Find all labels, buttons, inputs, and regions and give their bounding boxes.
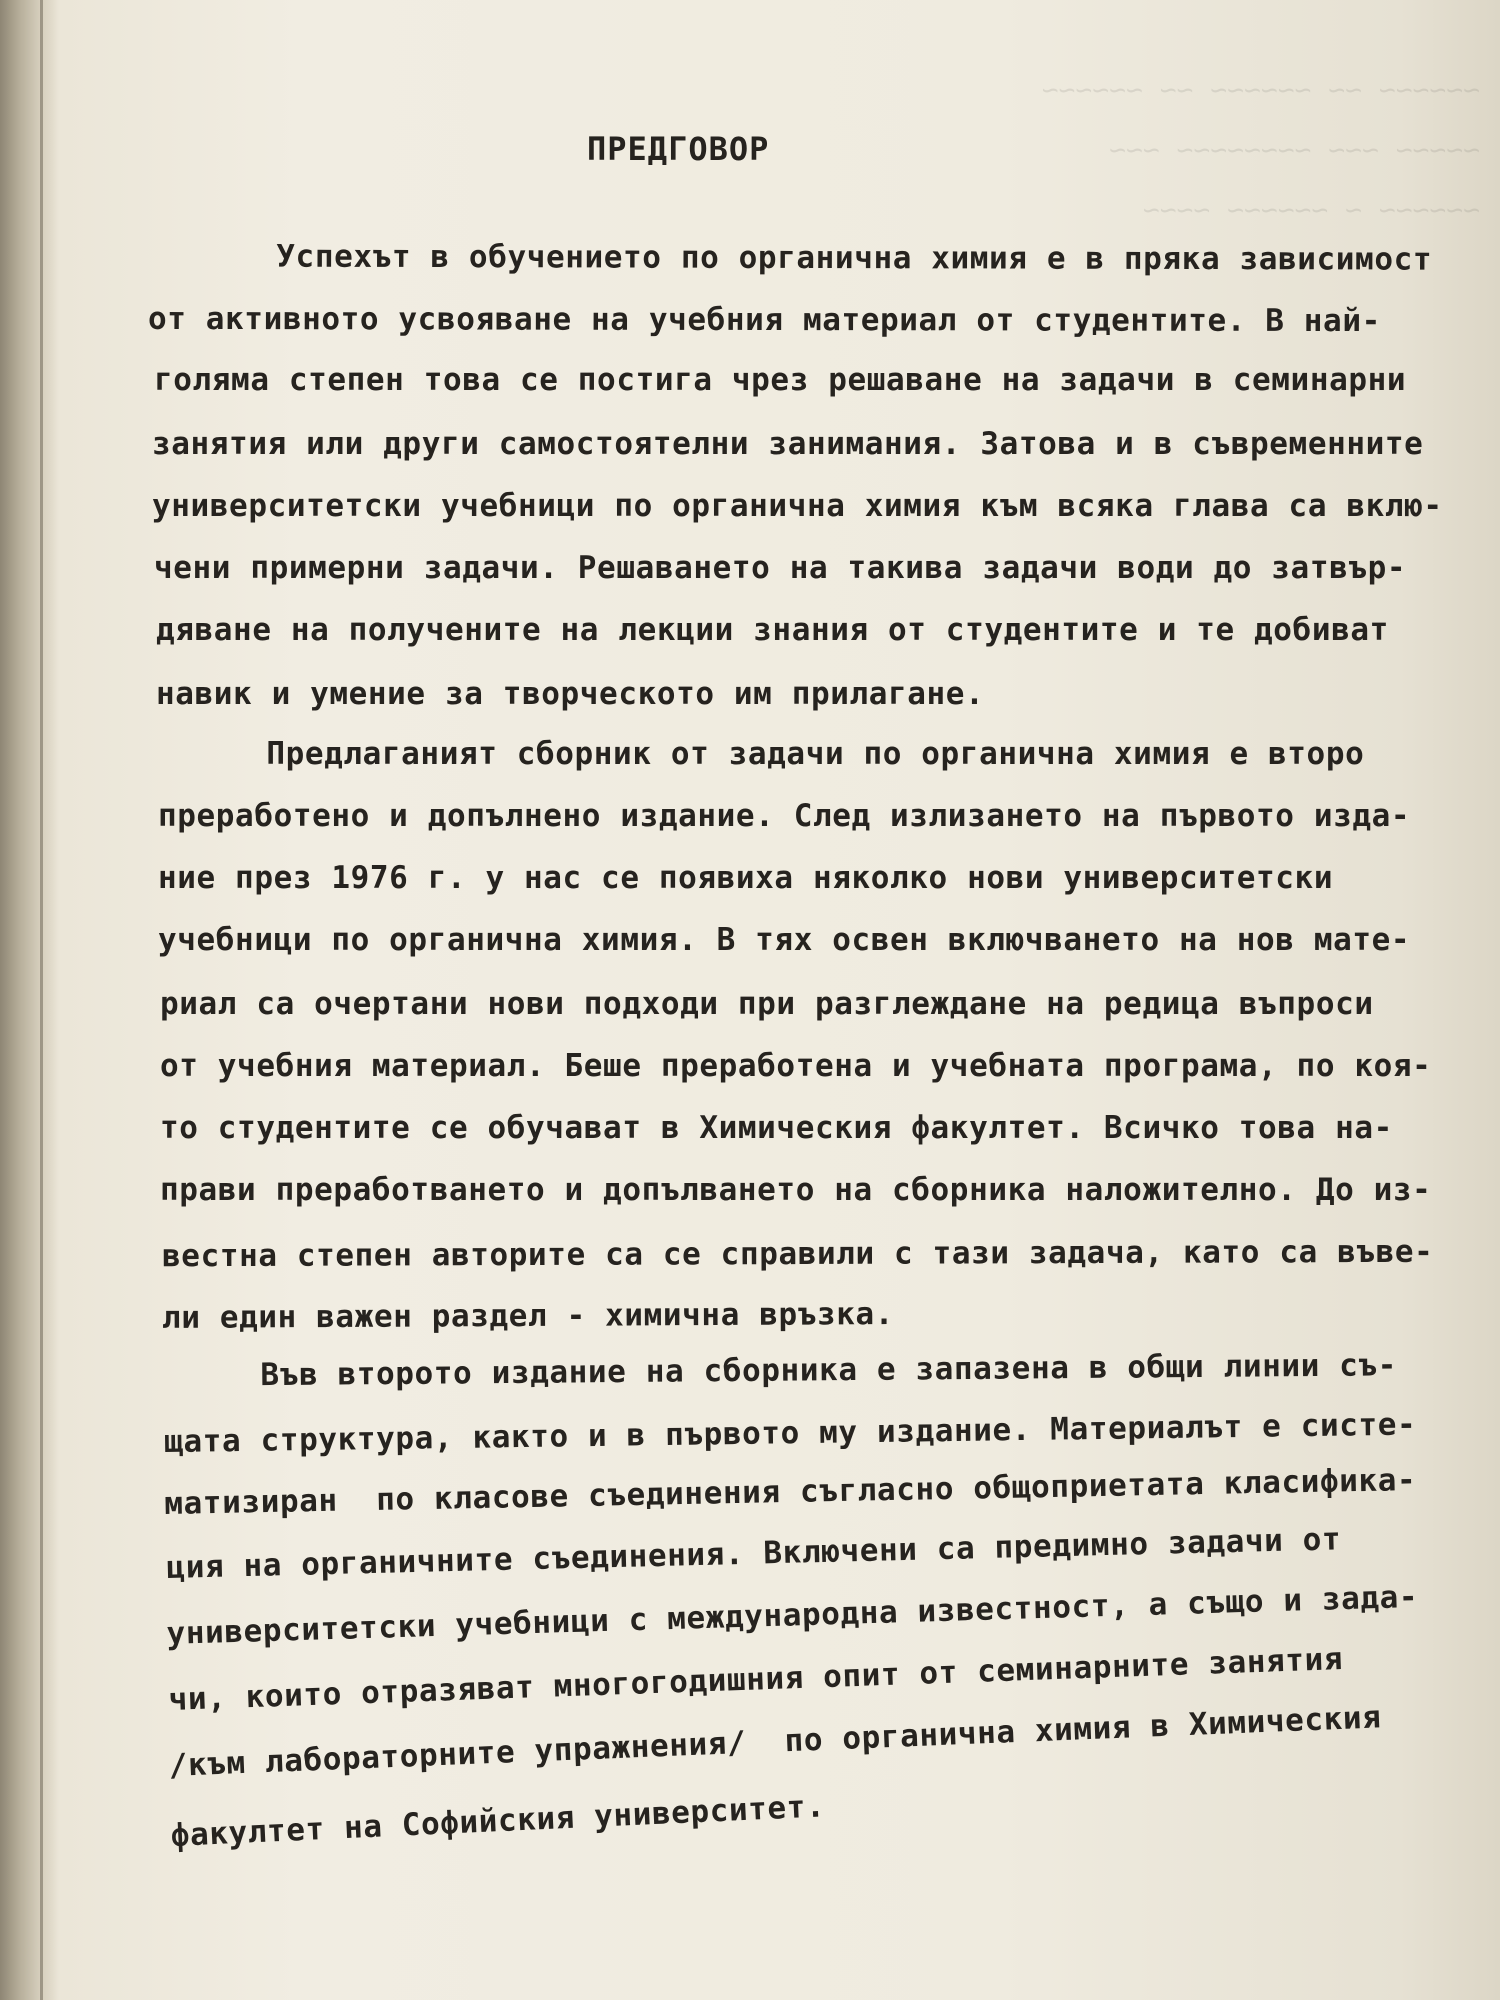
- book-binding-edge: [40, 0, 43, 2000]
- text-line: университетски учебници с международна известност, а също и зада-: [166, 1578, 1419, 1652]
- text-line: Предлаганият сборник от задачи по органична химия е второ: [170, 736, 1365, 772]
- text-line: учебници по органична химия. В тях освен включването на нов мате-: [158, 922, 1411, 958]
- text-line: вестна степен авторите са се справили с тази задача, като са въве-: [161, 1233, 1434, 1275]
- reverse-page-bleed-through: ~~~~~~ ~~ ~~~~~~ ~~ ~~~~~~ ~~~~~ ~~~ ~~~~~~~~ ~~~ ~~~~~~ ~ ~~~~~~ ~~~~: [1041, 73, 1480, 226]
- text-line: чи, които отразяват многогодишния опит от семинарните занятия: [168, 1640, 1344, 1718]
- text-line: матизиран по класове съединения съгласно общоприетата класифика-: [164, 1461, 1417, 1522]
- text-line: университетски учебници по органична химия към всяка глава са вклю-: [152, 488, 1443, 524]
- text-line: от учебния материал. Беше преработена и учебната програма, по коя-: [160, 1048, 1432, 1084]
- text-line: щата структура, както и в първото му издание. Материалът е систе-: [164, 1406, 1417, 1460]
- document-page: [147, 130, 1450, 1990]
- text-line: Успехът в обучението по органична химия е в пряка зависимост: [179, 238, 1433, 278]
- text-line: чени примерни задачи. Решаването на такива задачи води до затвър-: [154, 550, 1407, 586]
- book-binding-shadow: [0, 0, 58, 2000]
- text-line: ли един важен раздел - химична връзка.: [161, 1296, 895, 1336]
- text-line: факултет на Софийския университет.: [170, 1788, 826, 1854]
- text-line: от активното усвояване на учебния материал от студентите. В най-: [147, 300, 1381, 340]
- text-line: дяване на получените на лекции знания от студентите и те добиват: [156, 612, 1389, 648]
- text-line: навик и умение за творческото им прилагане.: [156, 676, 985, 712]
- text-line: прави преработването и допълването на сборника наложително. До из-: [160, 1172, 1432, 1208]
- text-line: ние през 1976 г. у нас се появиха няколко нови университетски: [158, 860, 1334, 896]
- page-title: ПРЕДГОВОР: [587, 130, 770, 168]
- text-line: голяма степен това се постига чрез решаване на задачи в семинарни: [154, 362, 1407, 398]
- text-line: преработено и допълнено издание. След излизането на първото изда-: [158, 798, 1411, 834]
- text-line: занятия или други самостоятелни занимания. Затова и в съвременните: [152, 426, 1424, 462]
- text-line: Във второто издание на сборника е запазена в общи линии съ-: [164, 1347, 1398, 1394]
- text-line: то студентите се обучават в Химическия факултет. Всичко това на-: [160, 1110, 1393, 1146]
- text-line: /към лабораторните упражнения/ по органична химия в Химическия: [168, 1699, 1383, 1784]
- text-line: ция на органичните съединения. Включени са предимно задачи от: [166, 1521, 1342, 1586]
- text-line: риал са очертани нови подходи при разглеждане на редица въпроси: [160, 986, 1374, 1022]
